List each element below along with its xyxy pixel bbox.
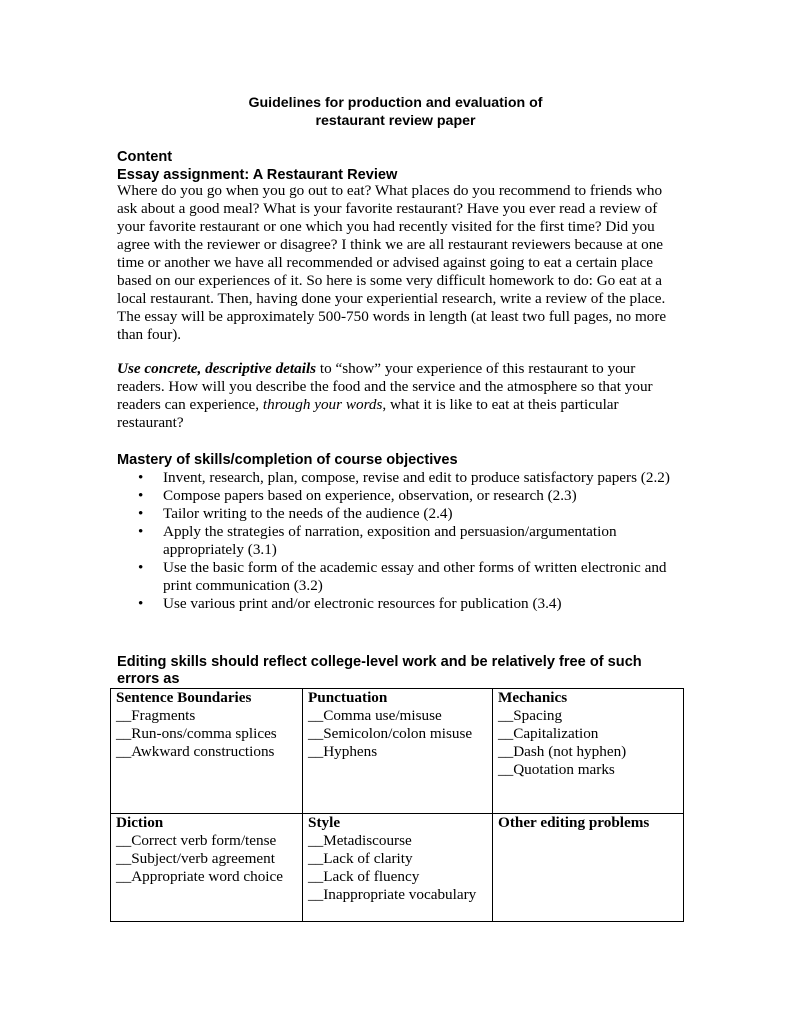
table-cell-mechanics	[493, 689, 684, 814]
table-row	[111, 689, 684, 814]
bullet-icon: •	[138, 469, 144, 486]
checklist-item: __Comma use/misuse	[308, 707, 442, 724]
checklist-item: __Run-ons/comma splices	[116, 725, 277, 742]
checklist-item: __Dash (not hyphen)	[498, 743, 627, 760]
checklist-item: __Correct verb form/tense	[116, 832, 277, 849]
details-text-part1: to “show” your experience of this restaurant to your readers. How will you describe the food and the service and the atmosphere so that your readers can experience,	[117, 360, 653, 413]
cell-header: Other editing problems	[498, 814, 650, 831]
checklist-item: __Fragments	[116, 707, 196, 724]
details-emphasis: Use concrete, descriptive details	[117, 360, 317, 377]
table-cell-diction	[111, 814, 303, 922]
list-item	[117, 595, 677, 613]
table-cell-punctuation	[303, 689, 493, 814]
essay-heading: Essay assignment: A Restaurant Review	[117, 167, 398, 183]
objective-text: Use the basic form of the academic essay and other forms of written electronic and print communication (3.2)	[163, 559, 667, 594]
objective-text: Compose papers based on experience, observation, or research (2.3)	[163, 487, 577, 504]
checklist-item: __Semicolon/colon misuse	[308, 725, 473, 742]
list-item	[117, 523, 677, 559]
checklist-item: __Capitalization	[498, 725, 599, 742]
mastery-heading: Mastery of skills/completion of course objectives	[117, 452, 458, 468]
checklist-item: __Lack of fluency	[308, 868, 420, 885]
checklist-item: __Hyphens	[308, 743, 378, 760]
objective-text: Tailor writing to the needs of the audience (2.4)	[163, 505, 453, 522]
document-title	[0, 94, 791, 130]
list-item	[117, 487, 677, 505]
checklist-item: __Awkward constructions	[116, 743, 275, 760]
editing-heading: Editing skills should reflect college-level work and be relatively free of such errors as	[117, 654, 642, 687]
details-italic: through your words	[262, 396, 383, 413]
checklist-item: __Quotation marks	[498, 761, 615, 778]
details-text-part2: , what it is like to eat at theis particular restaurant?	[117, 396, 619, 431]
list-item	[117, 469, 677, 487]
list-item	[117, 505, 677, 523]
list-item	[117, 559, 677, 595]
cell-header: Diction	[116, 814, 164, 831]
checklist-item: __Appropriate word choice	[116, 868, 284, 885]
checklist-item: __Metadiscourse	[308, 832, 412, 849]
objective-text: Invent, research, plan, compose, revise and edit to produce satisfactory papers (2.2)	[163, 469, 670, 486]
objective-text: Use various print and/or electronic resources for publication (3.4)	[163, 595, 562, 612]
title-line-2: restaurant review paper	[315, 113, 476, 129]
editing-checklist-table	[110, 688, 684, 922]
bullet-icon: •	[138, 595, 144, 612]
objective-text: Apply the strategies of narration, exposition and persuasion/argumentation appropriately (3.1)	[163, 523, 617, 558]
bullet-icon: •	[138, 487, 144, 504]
bullet-icon: •	[138, 523, 144, 540]
checklist-item: __Subject/verb agreement	[116, 850, 275, 867]
table-cell-sentence-boundaries	[111, 689, 303, 814]
bullet-icon: •	[138, 559, 144, 576]
objectives-list	[117, 469, 677, 613]
checklist-item: __Inappropriate vocabulary	[308, 886, 477, 903]
title-line-1: Guidelines for production and evaluation of	[248, 95, 543, 111]
cell-header: Sentence Boundaries	[116, 689, 252, 706]
details-paragraph	[117, 360, 677, 432]
table-cell-style	[303, 814, 493, 922]
table-cell-other	[493, 814, 684, 922]
assignment-paragraph: Where do you go when you go out to eat? What places do you recommend to friends who ask about a good meal? What is your favorite restaurant? Have you ever read a review of your favorite restaurant or one which you had recently visited for the first time? Did you agree with the reviewer or disagree? I think we are all restaurant reviewers because at one time or another we have all recommended or advised against going to eat a certain place based on our experiences of it. So here is some very difficult homework to do: Go eat at a local restaurant. Then, having done your experiential research, write a review of the place. The essay will be approximately 500-750 words in length (at least two full pages, no more than four).	[117, 182, 667, 343]
table-row	[111, 814, 684, 922]
cell-header: Punctuation	[308, 689, 388, 706]
bullet-icon: •	[138, 505, 144, 522]
checklist-item: __Spacing	[498, 707, 563, 724]
cell-header: Style	[308, 814, 341, 831]
content-heading: Content	[117, 149, 173, 165]
checklist-item: __Lack of clarity	[308, 850, 413, 867]
cell-header: Mechanics	[498, 689, 568, 706]
